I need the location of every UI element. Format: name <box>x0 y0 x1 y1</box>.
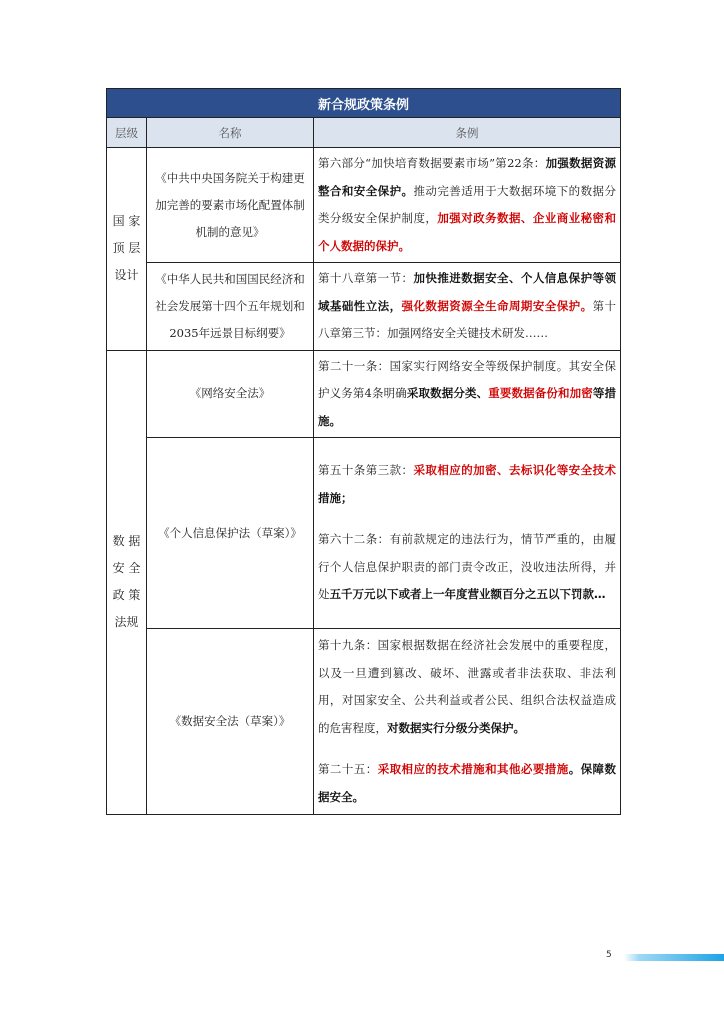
page-accent-bar <box>624 954 724 961</box>
paragraph-gap <box>318 742 616 756</box>
header-level: 层级 <box>107 118 147 148</box>
page-number: 5 <box>606 950 612 960</box>
policy-name: 《数据安全法（草案）》 <box>147 629 314 815</box>
clause-paragraph <box>318 632 616 742</box>
policy-clause <box>314 263 621 351</box>
table-row <box>107 350 621 438</box>
policy-name: 《个人信息保护法（草案）》 <box>147 438 314 629</box>
title-row <box>107 89 621 118</box>
paragraph-gap <box>318 512 616 526</box>
clause-paragraph <box>318 353 616 436</box>
table-row <box>107 438 621 629</box>
policy-clause <box>314 350 621 438</box>
level-text: 国 家 <box>112 214 141 229</box>
level-text: 政 策 <box>112 588 141 603</box>
level-text: 数 据 <box>112 534 141 549</box>
clause-bold: 加快推进数据安全、个人信息保护等领域基础性立法， <box>318 271 616 313</box>
clause-highlight-red: 强化数据资源全生命周期安全保护。 <box>401 298 593 313</box>
level-cell <box>107 148 147 351</box>
policy-clause <box>314 629 621 815</box>
clause-text: 第五十条第三款： <box>318 463 414 478</box>
clause-bold: 对数据实行分级分类保护。 <box>387 720 525 735</box>
clause-bold: 。保障数据安全。 <box>318 762 616 804</box>
policy-table <box>106 88 621 815</box>
table-row <box>107 629 621 815</box>
policy-table-body <box>107 89 621 815</box>
clause-paragraph <box>318 265 616 348</box>
clause-paragraph <box>318 150 616 260</box>
clause-text: 第六十二条：有前款规定的违法行为，情节严重的，由履行个人信息保护职责的部门责令改正，没收违法所得，并处 <box>318 532 616 602</box>
clause-bold: 加强数据资源整合和安全保护。 <box>318 156 616 198</box>
clause-text: 第二十一条：国家实行网络安全等级保护制度。其安全保护义务第4条明确 <box>318 358 616 400</box>
clause-bold: 采取数据分类、 <box>406 386 489 400</box>
clause-text: 第六部分“加快培育数据要素市场”第22条： <box>318 156 546 170</box>
clause-highlight-red: 加强对政务数据、企业商业秘密和个人数据的保护。 <box>318 211 616 253</box>
policy-clause <box>314 148 621 263</box>
policy-name: 《中共中央国务院关于构建更加完善的要素市场化配置体制机制的意见》 <box>147 148 314 263</box>
clause-text: 第二十五： <box>318 762 378 776</box>
clause-text: 第十八章第三节：加强网络安全关键技术研发…… <box>318 298 616 340</box>
header-clause: 条例 <box>314 118 621 148</box>
level-text: 法规 <box>114 615 139 630</box>
clause-text: 第十八章第一节： <box>318 271 414 285</box>
table-row <box>107 148 621 263</box>
table-row <box>107 263 621 351</box>
clause-paragraph <box>318 457 616 512</box>
policy-clause <box>314 438 621 629</box>
policy-name: 《中华人民共和国国民经济和社会发展第十四个五年规划和2035年远景目标纲要》 <box>147 263 314 351</box>
clause-paragraph <box>318 756 616 811</box>
level-text: 设计 <box>114 268 139 283</box>
clause-bold: 措施； <box>318 490 353 505</box>
level-text: 顶 层 <box>112 241 141 256</box>
clause-text: 推动完善适用于大数据环境下的数据分类分级安全保护制度， <box>318 183 616 225</box>
header-name: 名称 <box>147 118 314 148</box>
clause-text: 第十九条：国家根据数据在经济社会发展中的重要程度，以及一旦遭到篡改、破坏、泄露或者非法获取、非法利用，对国家安全、公共利益或者公民、组织合法权益造成的危害程度， <box>318 638 616 735</box>
clause-highlight-red: 重要数据备份和加密 <box>488 386 593 400</box>
clause-highlight-red: 采取相应的加密、去标识化等安全技术 <box>413 463 616 478</box>
table-title: 新合规政策条例 <box>107 89 621 118</box>
header-row <box>107 118 621 148</box>
clause-paragraph <box>318 526 616 609</box>
level-text: 安 全 <box>112 561 141 576</box>
clause-bold: 等措施。 <box>318 386 617 428</box>
clause-highlight-red: 采取相应的技术措施和其他必要措施 <box>377 762 569 776</box>
level-cell <box>107 350 147 815</box>
policy-name: 《网络安全法》 <box>147 350 314 438</box>
clause-bold: 五千万元以下或者上一年度营业额百分之五以下罚款… <box>329 587 606 602</box>
